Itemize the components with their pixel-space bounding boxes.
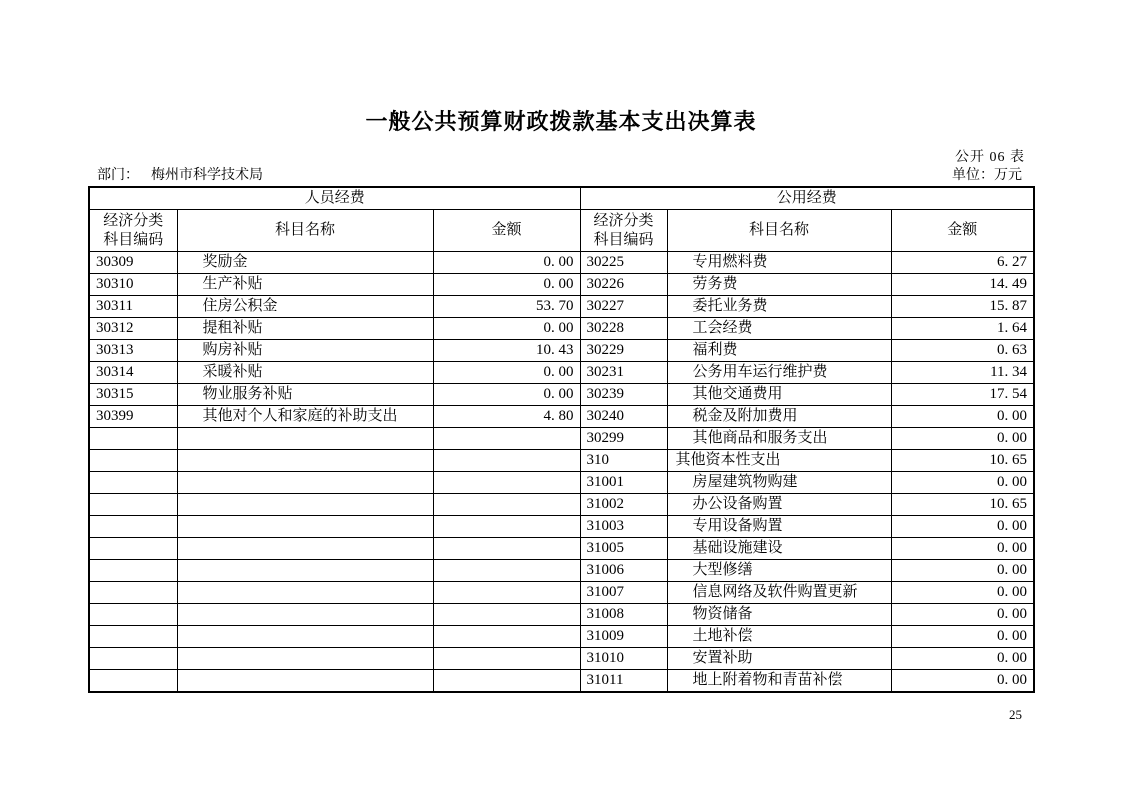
right-amount: 0. 00 — [891, 648, 1034, 670]
left-code — [89, 516, 177, 538]
page-title: 一般公共预算财政拨款基本支出决算表 — [365, 109, 757, 134]
left-name: 提租补贴 — [177, 318, 433, 340]
left-name: 生产补贴 — [177, 274, 433, 296]
left-amount: 0. 00 — [433, 318, 580, 340]
right-name: 税金及附加费用 — [667, 406, 891, 428]
left-name — [177, 472, 433, 494]
left-code — [89, 450, 177, 472]
right-code: 30299 — [580, 428, 667, 450]
right-name: 物资储备 — [667, 604, 891, 626]
right-name: 其他交通费用 — [667, 384, 891, 406]
right-amount: 1. 64 — [891, 318, 1034, 340]
left-name: 住房公积金 — [177, 296, 433, 318]
right-name: 基础设施建设 — [667, 538, 891, 560]
table-row — [89, 384, 1034, 406]
left-code — [89, 538, 177, 560]
right-code: 30225 — [580, 252, 667, 274]
right-amount: 0. 00 — [891, 538, 1034, 560]
left-code — [89, 472, 177, 494]
col-header-right-code-line2: 科目编码 — [593, 231, 654, 248]
left-name: 物业服务补贴 — [177, 384, 433, 406]
left-name — [177, 450, 433, 472]
left-code — [89, 604, 177, 626]
table-row — [89, 340, 1034, 362]
right-code: 31009 — [580, 626, 667, 648]
department-name: 梅州市科学技术局 — [151, 168, 263, 183]
left-amount — [433, 670, 580, 693]
table-row — [89, 450, 1034, 472]
left-code — [89, 582, 177, 604]
table-row — [89, 538, 1034, 560]
left-amount — [433, 428, 580, 450]
right-name: 安置补助 — [667, 648, 891, 670]
right-name: 土地补偿 — [667, 626, 891, 648]
left-amount: 0. 00 — [433, 384, 580, 406]
col-header-left-code-line1: 经济分类 — [103, 212, 164, 229]
left-name: 其他对个人和家庭的补助支出 — [177, 406, 433, 428]
right-code: 31005 — [580, 538, 667, 560]
right-name: 其他资本性支出 — [667, 450, 891, 472]
right-amount: 0. 00 — [891, 472, 1034, 494]
left-name — [177, 626, 433, 648]
table-row — [89, 428, 1034, 450]
left-code — [89, 648, 177, 670]
left-name: 奖励金 — [177, 252, 433, 274]
table-row — [89, 362, 1034, 384]
table-row — [89, 406, 1034, 428]
table-row — [89, 582, 1034, 604]
left-amount — [433, 472, 580, 494]
right-name: 专用设备购置 — [667, 516, 891, 538]
right-amount: 14. 49 — [891, 274, 1034, 296]
right-amount: 6. 27 — [891, 252, 1034, 274]
right-amount: 0. 00 — [891, 428, 1034, 450]
left-code: 30311 — [89, 296, 177, 318]
col-header-left-amount: 金额 — [433, 210, 580, 252]
left-amount — [433, 516, 580, 538]
right-code: 30226 — [580, 274, 667, 296]
sheet-code-label: 公开 06 表 — [955, 150, 1025, 165]
right-amount: 10. 65 — [891, 494, 1034, 516]
left-name — [177, 648, 433, 670]
right-code: 31008 — [580, 604, 667, 626]
right-name: 劳务费 — [667, 274, 891, 296]
left-code: 30399 — [89, 406, 177, 428]
group-header-row — [89, 187, 1034, 210]
right-code: 310 — [580, 450, 667, 472]
right-amount: 0. 00 — [891, 406, 1034, 428]
table-row — [89, 604, 1034, 626]
right-name: 地上附着物和青苗补偿 — [667, 670, 891, 693]
right-amount: 11. 34 — [891, 362, 1034, 384]
left-amount — [433, 560, 580, 582]
expenditure-table — [88, 186, 1035, 693]
left-code: 30314 — [89, 362, 177, 384]
col-header-left-code-line2: 科目编码 — [103, 231, 164, 248]
left-name — [177, 604, 433, 626]
right-name: 专用燃料费 — [667, 252, 891, 274]
right-name: 房屋建筑物购建 — [667, 472, 891, 494]
page-number: 25 — [1009, 707, 1022, 722]
table-row — [89, 274, 1034, 296]
right-code: 31001 — [580, 472, 667, 494]
left-amount — [433, 648, 580, 670]
left-amount — [433, 626, 580, 648]
left-name: 购房补贴 — [177, 340, 433, 362]
group-personnel-expenses: 人员经费 — [89, 187, 580, 210]
left-amount: 0. 00 — [433, 252, 580, 274]
group-public-expenses: 公用经费 — [580, 187, 1034, 210]
department — [97, 164, 263, 184]
left-amount — [433, 450, 580, 472]
right-code: 31002 — [580, 494, 667, 516]
right-code: 30240 — [580, 406, 667, 428]
table-row — [89, 252, 1034, 274]
left-code: 30312 — [89, 318, 177, 340]
right-code: 31007 — [580, 582, 667, 604]
col-header-right-name: 科目名称 — [667, 210, 891, 252]
right-amount: 0. 00 — [891, 604, 1034, 626]
right-amount: 0. 00 — [891, 516, 1034, 538]
department-label: 部门： — [97, 168, 139, 183]
left-code — [89, 494, 177, 516]
right-amount: 0. 00 — [891, 670, 1034, 693]
right-name: 大型修缮 — [667, 560, 891, 582]
left-name: 采暖补贴 — [177, 362, 433, 384]
left-amount: 53. 70 — [433, 296, 580, 318]
col-header-left-name: 科目名称 — [177, 210, 433, 252]
right-name: 办公设备购置 — [667, 494, 891, 516]
right-code: 31010 — [580, 648, 667, 670]
right-name: 工会经费 — [667, 318, 891, 340]
left-name — [177, 538, 433, 560]
col-header-left-code — [89, 210, 177, 252]
left-code — [89, 428, 177, 450]
right-name: 信息网络及软件购置更新 — [667, 582, 891, 604]
left-name — [177, 516, 433, 538]
left-amount — [433, 538, 580, 560]
meta-line — [97, 164, 1022, 184]
left-code: 30315 — [89, 384, 177, 406]
right-name: 福利费 — [667, 340, 891, 362]
table-row — [89, 296, 1034, 318]
left-name — [177, 428, 433, 450]
left-code — [89, 670, 177, 693]
unit-label: 单位：万元 — [952, 168, 1022, 183]
table-row — [89, 560, 1034, 582]
left-amount: 4. 80 — [433, 406, 580, 428]
left-amount — [433, 494, 580, 516]
right-code: 31011 — [580, 670, 667, 693]
table-row — [89, 318, 1034, 340]
right-code: 30227 — [580, 296, 667, 318]
right-name: 委托业务费 — [667, 296, 891, 318]
left-code: 30310 — [89, 274, 177, 296]
right-name: 其他商品和服务支出 — [667, 428, 891, 450]
right-code: 30231 — [580, 362, 667, 384]
left-amount — [433, 604, 580, 626]
col-header-right-amount: 金额 — [891, 210, 1034, 252]
right-amount: 0. 00 — [891, 560, 1034, 582]
right-amount: 0. 63 — [891, 340, 1034, 362]
right-amount: 0. 00 — [891, 582, 1034, 604]
table-row — [89, 626, 1034, 648]
left-amount: 0. 00 — [433, 274, 580, 296]
col-header-right-code — [580, 210, 667, 252]
right-amount: 15. 87 — [891, 296, 1034, 318]
table-row — [89, 516, 1034, 538]
left-code: 30313 — [89, 340, 177, 362]
left-name — [177, 582, 433, 604]
right-amount: 17. 54 — [891, 384, 1034, 406]
col-header-right-code-line1: 经济分类 — [593, 212, 654, 229]
right-code: 31003 — [580, 516, 667, 538]
left-amount — [433, 582, 580, 604]
column-header-row — [89, 210, 1034, 252]
left-amount: 10. 43 — [433, 340, 580, 362]
table-row — [89, 494, 1034, 516]
left-code: 30309 — [89, 252, 177, 274]
left-name — [177, 670, 433, 693]
table-row — [89, 670, 1034, 693]
left-name — [177, 494, 433, 516]
right-code: 30228 — [580, 318, 667, 340]
left-code — [89, 626, 177, 648]
table-row — [89, 472, 1034, 494]
right-code: 31006 — [580, 560, 667, 582]
left-code — [89, 560, 177, 582]
left-name — [177, 560, 433, 582]
right-amount: 0. 00 — [891, 626, 1034, 648]
right-code: 30239 — [580, 384, 667, 406]
right-code: 30229 — [580, 340, 667, 362]
right-amount: 10. 65 — [891, 450, 1034, 472]
table-row — [89, 648, 1034, 670]
right-name: 公务用车运行维护费 — [667, 362, 891, 384]
left-amount: 0. 00 — [433, 362, 580, 384]
